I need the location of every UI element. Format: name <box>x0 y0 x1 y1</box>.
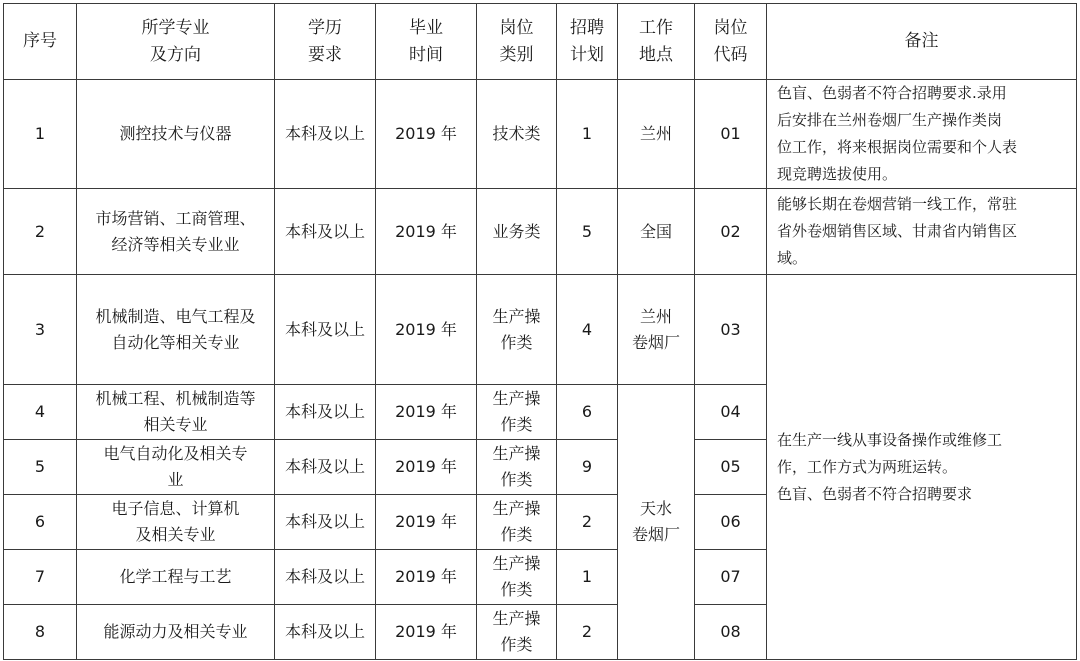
cell-education: 本科及以上 <box>275 495 376 550</box>
cell-major: 能源动力及相关专业 <box>77 605 275 660</box>
table-row <box>4 189 1077 275</box>
cell-seq: 3 <box>4 275 77 385</box>
cell-seq: 1 <box>4 80 77 189</box>
cell-code: 07 <box>695 550 767 605</box>
cell-location-merged: 天水 卷烟厂 <box>618 385 695 660</box>
cell-plan: 5 <box>557 189 618 275</box>
cell-graduation: 2019 年 <box>376 275 477 385</box>
cell-category: 生产操 作类 <box>477 440 557 495</box>
cell-plan: 4 <box>557 275 618 385</box>
cell-plan: 1 <box>557 550 618 605</box>
cell-graduation: 2019 年 <box>376 440 477 495</box>
cell-plan: 6 <box>557 385 618 440</box>
cell-plan: 2 <box>557 495 618 550</box>
cell-seq: 8 <box>4 605 77 660</box>
header-education: 学历 要求 <box>275 4 376 80</box>
cell-location: 全国 <box>618 189 695 275</box>
cell-graduation: 2019 年 <box>376 550 477 605</box>
cell-graduation: 2019 年 <box>376 495 477 550</box>
cell-note-merged: 在生产一线从事设备操作或维修工 作，工作方式为两班运转。 色盲、色弱者不符合招聘要求 <box>767 275 1077 660</box>
cell-major: 市场营销、工商管理、 经济等相关专业业 <box>77 189 275 275</box>
cell-education: 本科及以上 <box>275 189 376 275</box>
cell-education: 本科及以上 <box>275 440 376 495</box>
cell-seq: 5 <box>4 440 77 495</box>
cell-education: 本科及以上 <box>275 385 376 440</box>
header-graduation: 毕业 时间 <box>376 4 477 80</box>
cell-category: 生产操 作类 <box>477 275 557 385</box>
cell-plan: 1 <box>557 80 618 189</box>
cell-education: 本科及以上 <box>275 80 376 189</box>
cell-education: 本科及以上 <box>275 550 376 605</box>
cell-major: 机械工程、机械制造等 相关专业 <box>77 385 275 440</box>
table-row <box>4 275 1077 385</box>
cell-seq: 6 <box>4 495 77 550</box>
cell-category: 生产操 作类 <box>477 495 557 550</box>
cell-major: 测控技术与仪器 <box>77 80 275 189</box>
cell-note: 色盲、色弱者不符合招聘要求.录用 后安排在兰州卷烟厂生产操作类岗 位工作，将来根据岗位需要和个人表 现竞聘选拔使用。 <box>767 80 1077 189</box>
header-plan: 招聘 计划 <box>557 4 618 80</box>
header-seq: 序号 <box>4 4 77 80</box>
recruitment-table <box>3 3 1077 660</box>
header-location: 工作 地点 <box>618 4 695 80</box>
cell-plan: 9 <box>557 440 618 495</box>
cell-code: 04 <box>695 385 767 440</box>
table-row <box>4 80 1077 189</box>
cell-code: 01 <box>695 80 767 189</box>
header-major: 所学专业 及方向 <box>77 4 275 80</box>
cell-code: 08 <box>695 605 767 660</box>
header-row <box>4 4 1077 80</box>
cell-location: 兰州 卷烟厂 <box>618 275 695 385</box>
cell-category: 生产操 作类 <box>477 605 557 660</box>
cell-education: 本科及以上 <box>275 275 376 385</box>
cell-category: 技术类 <box>477 80 557 189</box>
cell-code: 06 <box>695 495 767 550</box>
cell-major: 机械制造、电气工程及 自动化等相关专业 <box>77 275 275 385</box>
cell-graduation: 2019 年 <box>376 385 477 440</box>
header-notes: 备注 <box>767 4 1077 80</box>
cell-category: 业务类 <box>477 189 557 275</box>
cell-seq: 7 <box>4 550 77 605</box>
cell-seq: 2 <box>4 189 77 275</box>
cell-graduation: 2019 年 <box>376 605 477 660</box>
cell-category: 生产操 作类 <box>477 550 557 605</box>
cell-location: 兰州 <box>618 80 695 189</box>
cell-code: 03 <box>695 275 767 385</box>
cell-major: 电气自动化及相关专 业 <box>77 440 275 495</box>
cell-graduation: 2019 年 <box>376 189 477 275</box>
cell-category: 生产操 作类 <box>477 385 557 440</box>
cell-major: 电子信息、计算机 及相关专业 <box>77 495 275 550</box>
header-code: 岗位 代码 <box>695 4 767 80</box>
cell-education: 本科及以上 <box>275 605 376 660</box>
cell-major: 化学工程与工艺 <box>77 550 275 605</box>
header-category: 岗位 类别 <box>477 4 557 80</box>
cell-seq: 4 <box>4 385 77 440</box>
cell-code: 05 <box>695 440 767 495</box>
cell-code: 02 <box>695 189 767 275</box>
cell-plan: 2 <box>557 605 618 660</box>
cell-graduation: 2019 年 <box>376 80 477 189</box>
cell-note: 能够长期在卷烟营销一线工作，常驻 省外卷烟销售区域、甘肃省内销售区 域。 <box>767 189 1077 275</box>
